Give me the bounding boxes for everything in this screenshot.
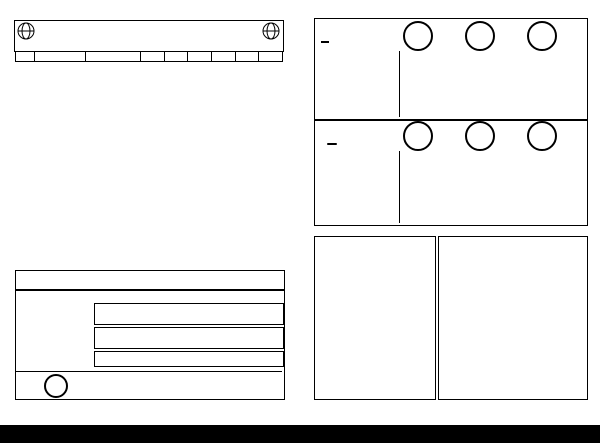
col-header bbox=[259, 52, 283, 62]
north-grid bbox=[399, 51, 586, 117]
south-grid bbox=[399, 151, 586, 223]
col-header bbox=[86, 52, 141, 62]
south-region bbox=[327, 143, 337, 145]
title-box bbox=[14, 20, 284, 52]
final-row bbox=[16, 371, 282, 399]
set-a-box bbox=[94, 303, 284, 325]
col-header bbox=[35, 52, 86, 62]
south-rong bbox=[465, 121, 495, 151]
col-header bbox=[141, 52, 165, 62]
col-header bbox=[164, 52, 188, 62]
col-header bbox=[211, 52, 235, 62]
ranking-table bbox=[15, 51, 283, 62]
col-header bbox=[188, 52, 212, 62]
col-header bbox=[16, 52, 35, 62]
south-ching bbox=[527, 121, 557, 151]
south-section bbox=[314, 120, 588, 226]
globe-icon bbox=[17, 22, 35, 40]
globe-icon-right bbox=[262, 22, 280, 40]
left-page bbox=[0, 0, 300, 425]
north-ching bbox=[527, 21, 557, 51]
final-digit bbox=[44, 374, 68, 398]
summary-box bbox=[15, 290, 285, 400]
set-c-box bbox=[94, 351, 284, 367]
table-header-row bbox=[16, 52, 283, 62]
col-header bbox=[235, 52, 259, 62]
count-strip bbox=[15, 270, 285, 290]
kit-box bbox=[438, 236, 588, 400]
north-region bbox=[321, 41, 329, 43]
circle-pyramid bbox=[18, 301, 88, 371]
set-b-box bbox=[94, 327, 284, 349]
north-rong bbox=[465, 21, 495, 51]
right-page bbox=[300, 0, 600, 425]
south-den bbox=[403, 121, 433, 151]
north-den bbox=[403, 21, 433, 51]
north-section bbox=[314, 18, 588, 120]
pattern-box bbox=[314, 236, 436, 400]
